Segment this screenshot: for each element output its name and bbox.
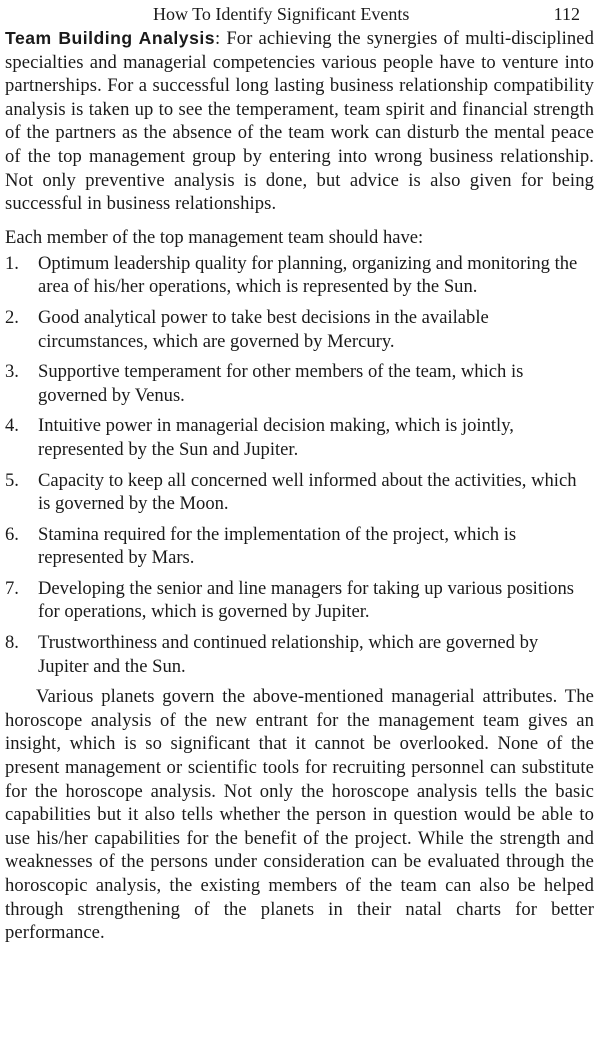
item-text: Trustworthiness and continued relationship, which are governed by Jupiter and the Sun.	[38, 632, 539, 677]
list-item	[5, 252, 594, 299]
list-item	[5, 469, 594, 516]
list-intro: Each member of the top management team should have:	[5, 226, 424, 248]
item-number: 2 .	[5, 306, 33, 330]
running-head	[5, 2, 594, 26]
item-number: 6 .	[5, 523, 33, 547]
running-head-title: How To Identify Significant Events	[153, 4, 410, 24]
section-term: Team Building Analysis	[5, 28, 216, 48]
team-building-paragraph	[5, 27, 594, 216]
item-text: Supportive temperament for other members of the team, which is governed by Venus.	[38, 361, 524, 406]
list-item	[5, 631, 594, 678]
item-number: 8 .	[5, 631, 33, 655]
item-text: Capacity to keep all concerned well informed about the activities, which is governed by the Moon.	[38, 469, 577, 515]
item-number: 5 .	[5, 469, 33, 493]
item-text: Intuitive power in managerial decision making, which is jointly, represented by the Sun and Jupiter.	[38, 415, 514, 460]
item-number: 3 .	[5, 360, 33, 384]
list-item	[5, 577, 594, 624]
item-number: 4 .	[5, 414, 33, 438]
attribute-list	[5, 252, 594, 679]
item-number: 7 .	[5, 577, 33, 601]
list-item	[5, 360, 594, 407]
item-text: Developing the senior and line managers for taking up various positions for operations, which is governed by Jupiter.	[38, 577, 575, 623]
item-text: Good analytical power to take best decisions in the available circumstances, which are governed by Mercury.	[38, 306, 489, 352]
page-number: 112	[553, 4, 580, 24]
item-number: 1 .	[5, 252, 33, 276]
team-building-text: : For achieving the synergies of multi-disciplined specialties and managerial competencies various people have to venture into partnerships. For a successful long lasting business relationship compatibility analysis is taken up to see the temperament, team spirit and financial strength of the partners as the absence of the team work can disturb the mental peace of the top management group by entering into wrong business relationship. Not only preventive analysis is done, but advice is also given for being successful in business relationships.	[5, 28, 594, 215]
item-text: Optimum leadership quality for planning, organizing and monitoring the area of his/her operations, which is represented by the Sun.	[38, 252, 578, 298]
list-item	[5, 523, 594, 570]
closing-paragraph: Various planets govern the above-mentioned managerial attributes. The horoscope analysis of the new entrant for the management team gives an insight, which is so significant that it cannot be overlooked. None of the present management or scientific tools for recruiting personnel can substitute for the horoscope analysis. Not only the horoscope analysis tells the basic capabilities but it also tells whether the person in question would be able to use his/her capabilities for the benefit of the project. While the strength and weaknesses of the persons under consideration can be evaluated through the horoscopic analysis, the existing members of the team can also be helped through strengthening of the planets in their natal charts for better performance.	[5, 686, 594, 944]
list-item	[5, 414, 594, 461]
list-item	[5, 306, 594, 353]
item-text: Stamina required for the implementation of the project, which is represented by Mars.	[38, 523, 517, 569]
